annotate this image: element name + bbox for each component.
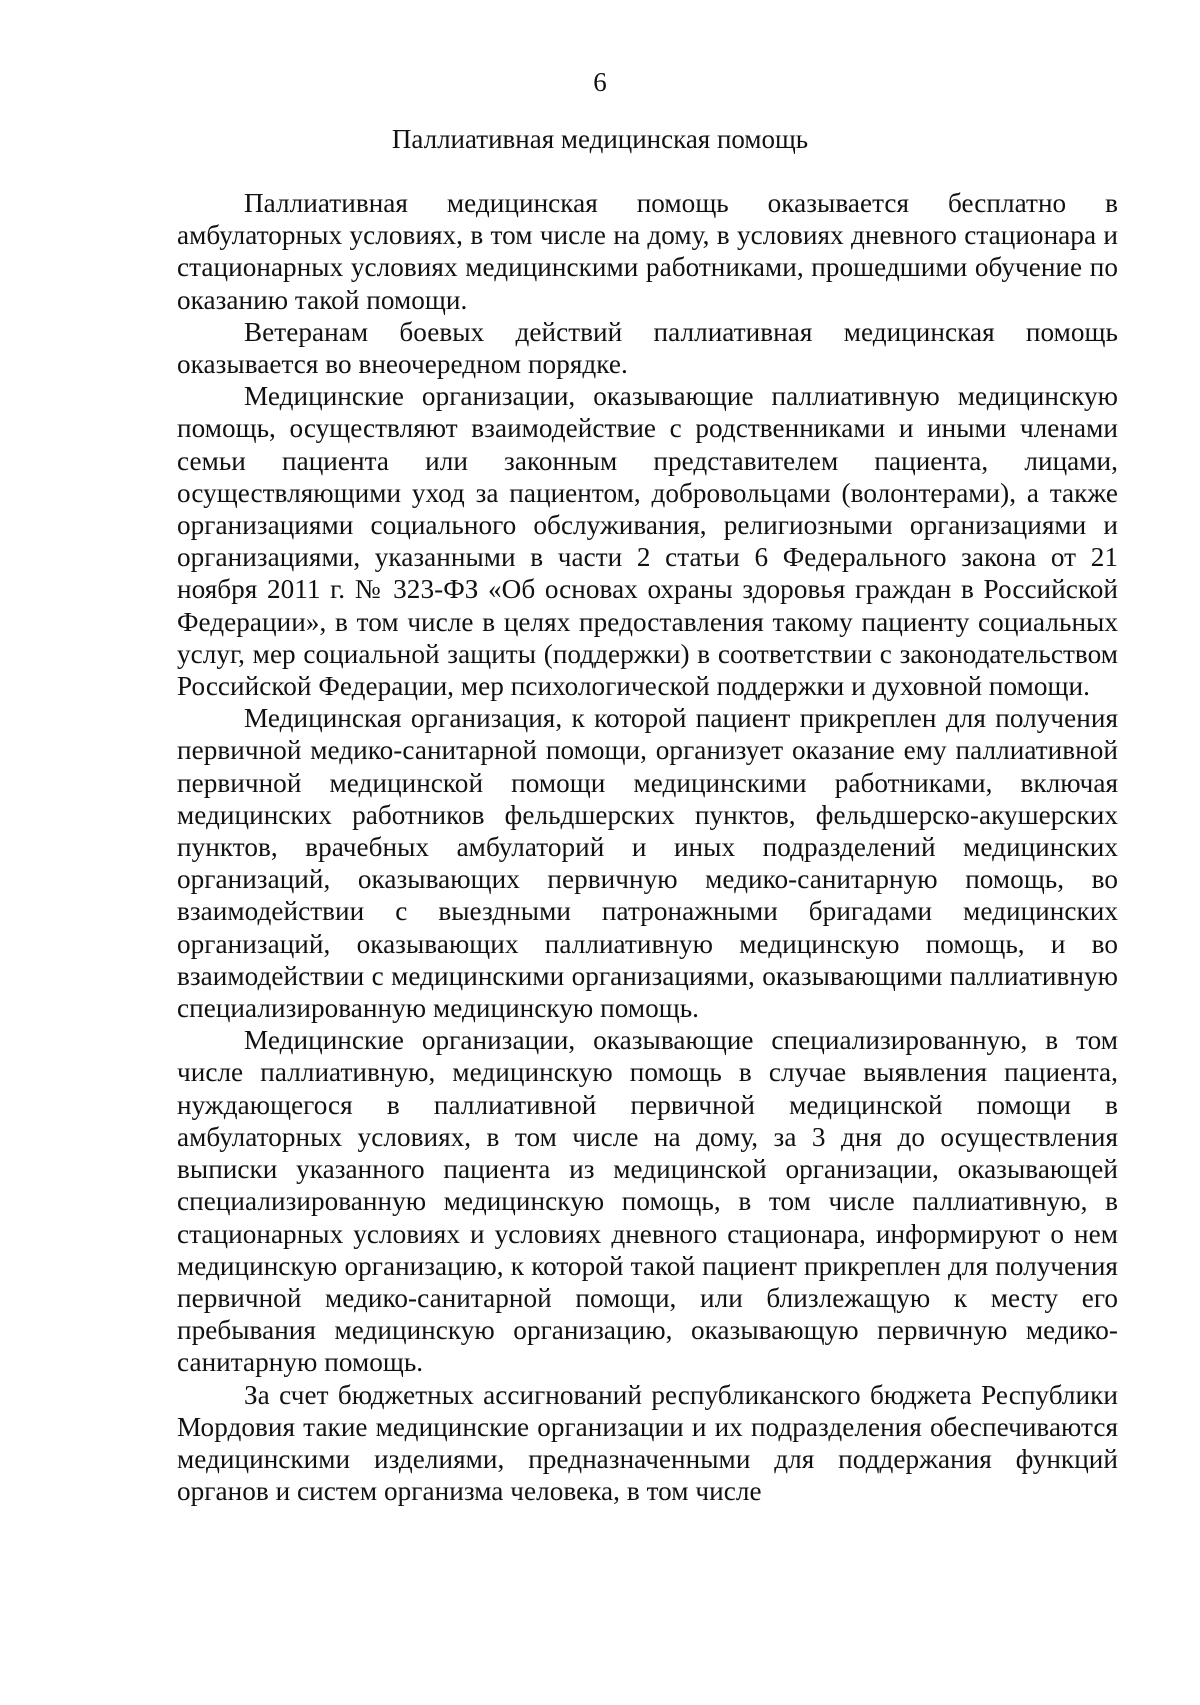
paragraph-6: За счет бюджетных ассигнований республиканского бюджета Республики Мордовия такие медицинские организации и их подразделения обеспечиваются медицинскими изделиями, предназначенными для поддержания функций органов и систем организма человека, в том числе [177,1379,1118,1507]
document-body [177,187,1118,1507]
paragraph-4: Медицинская организация, к которой пациент прикреплен для получения первичной медико-санитарной помощи, организует оказание ему паллиативной первичной медицинской помощи медицинскими работниками, включая медицинских работников фельдшерских пунктов, фельдшерско-акушерских пунктов, врачебных амбулаторий и иных подразделений медицинских организаций, оказывающих первичную медико-санитарную помощь, во взаимодействии с выездными патронажными бригадами медицинских организаций, оказывающих паллиативную медицинскую помощь, и во взаимодействии с медицинскими организациями, оказывающими паллиативную специализированную медицинскую помощь. [177,703,1118,1024]
paragraph-1: Паллиативная медицинская помощь оказывается бесплатно в амбулаторных условиях, в том числе на дому, в условиях дневного стационара и стационарных условиях медицинскими работниками, прошедшими обучение по оказанию такой помощи. [177,188,1118,315]
page-number: 6 [593,67,607,97]
paragraph-5: Медицинские организации, оказывающие специализированную, в том числе паллиативную, медицинскую помощь в случае выявления пациента, нуждающегося в паллиативной первичной медицинской помощи в амбулаторных условиях, в том числе на дому, за 3 дня до осуществления выписки указанного пациента из медицинской организации, оказывающей специализированную медицинскую помощь, в том числе паллиативную, в стационарных условиях и условиях дневного стационара, информируют о нем медицинскую организацию, к которой такой пациент прикреплен для получения первичной медико-санитарной помощи, или близлежащую к месту его пребывания медицинскую организацию, оказывающую первичную медико-санитарную помощь. [177,1025,1118,1378]
paragraph-2: Ветеранам боевых действий паллиативная медицинская помощь оказывается во внеочередном порядке. [177,316,1118,380]
section-title: Паллиативная медицинская помощь [391,124,809,154]
paragraph-3: Медицинские организации, оказывающие паллиативную медицинскую помощь, осуществляют взаимодействие с родственниками и иными членами семьи пациента или законным представителем пациента, лицами, осуществляющими уход за пациентом, добровольцами (волонтерами), а также организациями социального обслуживания, религиозными организациями и организациями, указанными в части 2 статьи 6 Федерального закона от 21 ноября 2011 г. № 323-ФЗ «Об основах охраны здоровья граждан в Российской Федерации», в том числе в целях предоставления такому пациенту социальных услуг, мер социальной защиты (поддержки) в соответствии с законодательством Российской Федерации, мер психологической поддержки и духовной помощи. [177,381,1118,702]
